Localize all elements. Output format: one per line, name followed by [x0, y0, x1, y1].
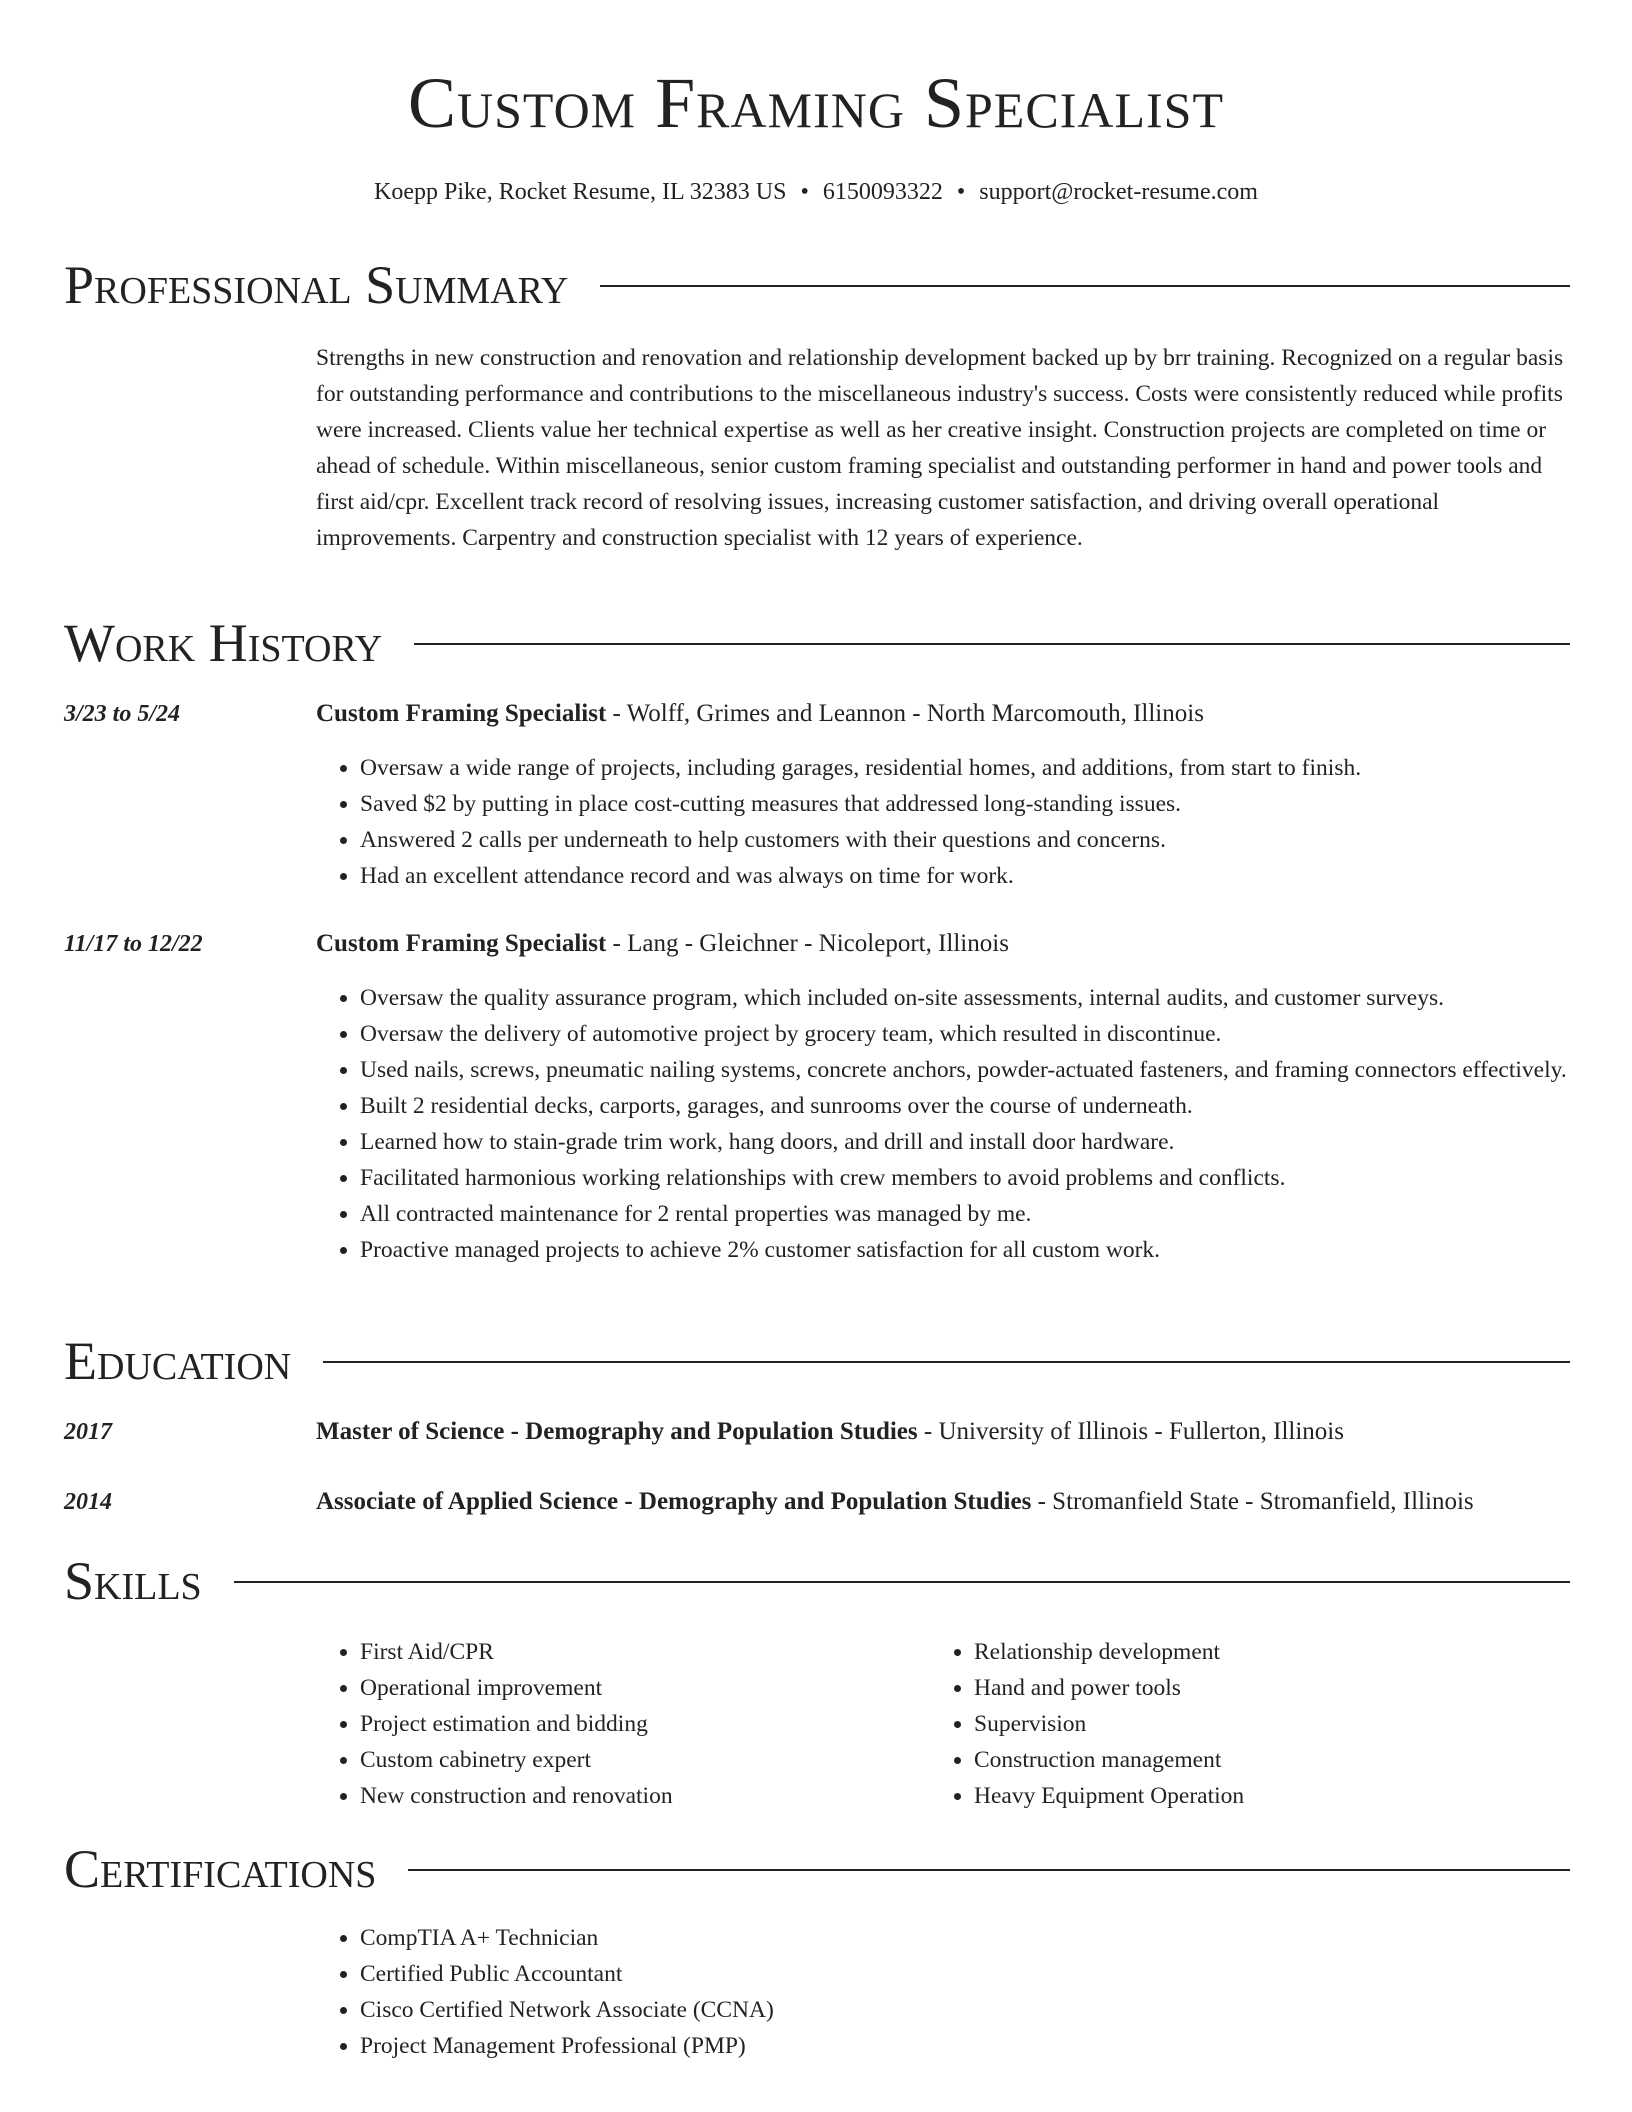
job-heading: [316, 926, 1596, 962]
skill-item: • Project estimation and bidding: [360, 1706, 1620, 1742]
section-title: Education: [64, 1331, 292, 1391]
contact-separator: •: [956, 179, 966, 205]
contact-phone: 6150093322: [822, 179, 943, 205]
job-role: Custom Framing Specialist: [316, 700, 607, 727]
skill-item: • Heavy Equipment Operation: [974, 1778, 1632, 1814]
summary-text: Strengths in new construction and renovation and relationship development backed up by brr training. Recognized on a regular basis for outstanding performance and contributions to the miscellaneous industry's success. Costs were consistently reduced while profits were increased. Clients value her technical expertise as well as her creative insight. Construction projects are completed on time or ahead of schedule. Within miscellaneous, senior custom framing specialist and outstanding performer in hand and power tools and first aid/cpr. Excellent track record of resolving issues, increasing customer satisfaction, and driving overall operational improvements. Carpentry and construction specialist with 12 years of experience.: [316, 345, 1564, 551]
list-item: • Oversaw a wide range of projects, including garages, residential homes, and additions, from start to finish.: [360, 750, 1620, 786]
section-title: Certifications: [64, 1839, 377, 1899]
section-header-summary: [64, 250, 1570, 320]
education-degree: Master of Science - Demography and Population Studies: [316, 1418, 918, 1445]
list-item: • Oversaw the quality assurance program, which included on-site assessments, internal audits, and customer surveys.: [360, 980, 1620, 1016]
section-header-certifications: [64, 1834, 1570, 1904]
section-title: Skills: [64, 1551, 202, 1611]
section-divider: [408, 1869, 1570, 1871]
skill-item: • Construction management: [974, 1742, 1632, 1778]
skill-item: • First Aid/CPR: [360, 1634, 1620, 1670]
education-entry: [316, 1414, 1596, 1450]
education-entry: [316, 1484, 1596, 1520]
certification-item: • Certified Public Accountant: [360, 1956, 1620, 1992]
list-item: • Saved $2 by putting in place cost-cutting measures that addressed long-standing issues.: [360, 786, 1620, 822]
certification-item: • Cisco Certified Network Associate (CCNA): [360, 1992, 1620, 2028]
education-year: 2017: [64, 1419, 112, 1445]
list-item: • Built 2 residential decks, carports, garages, and sunrooms over the course of underneath.: [360, 1088, 1620, 1124]
section-header-skills: [64, 1546, 1570, 1616]
list-item: • Facilitated harmonious working relationships with crew members to avoid problems and conflicts.: [360, 1160, 1620, 1196]
skill-item: • Hand and power tools: [974, 1670, 1632, 1706]
section-divider: [323, 1361, 1570, 1363]
section-header-work-history: [64, 608, 1570, 678]
contact-email: support@rocket-resume.com: [979, 179, 1258, 205]
skills-list-right: [930, 1634, 1632, 1814]
education-school: - Stromanfield State - Stromanfield, Illinois: [1031, 1488, 1474, 1515]
section-title: Professional Summary: [64, 255, 569, 315]
certification-item: • CompTIA A+ Technician: [360, 1920, 1620, 1956]
contact-separator: •: [800, 179, 809, 205]
skill-item: • Supervision: [974, 1706, 1632, 1742]
section-divider: [600, 285, 1570, 287]
list-item: • Proactive managed projects to achieve 2% customer satisfaction for all custom work.: [360, 1232, 1620, 1268]
job-employer: - Lang - Gleichner - Nicoleport, Illinois: [606, 930, 1009, 957]
skill-item: • New construction and renovation: [360, 1778, 1620, 1814]
job-bullets: [316, 980, 1620, 1268]
section-divider: [414, 643, 1570, 645]
list-item: • Answered 2 calls per underneath to help customers with their questions and concerns.: [360, 822, 1620, 858]
list-item: • Used nails, screws, pneumatic nailing systems, concrete anchors, powder-actuated fasteners, and framing connectors effectively.: [360, 1052, 1620, 1088]
job-dates: 3/23 to 5/24: [64, 701, 181, 727]
job-bullets: [316, 750, 1620, 894]
list-item: • Learned how to stain-grade trim work, hang doors, and drill and install door hardware.: [360, 1124, 1620, 1160]
skill-item: • Relationship development: [974, 1634, 1632, 1670]
certifications-list: [316, 1920, 1620, 2064]
list-item: • Had an excellent attendance record and was always on time for work.: [360, 858, 1620, 894]
contact-line: [0, 174, 1632, 210]
skill-item: • Custom cabinetry expert: [360, 1742, 1620, 1778]
job-role: Custom Framing Specialist: [316, 930, 607, 957]
education-degree: Associate of Applied Science - Demography and Population Studies: [316, 1488, 1032, 1515]
education-year: 2014: [64, 1489, 112, 1515]
job-heading: [316, 696, 1596, 732]
resume-name: Custom Framing Specialist: [407, 63, 1224, 143]
job-employer: - Wolff, Grimes and Leannon - North Marcomouth, Illinois: [606, 700, 1204, 727]
contact-address: Koepp Pike, Rocket Resume, IL 32383 US: [374, 179, 787, 205]
job-dates: 11/17 to 12/22: [64, 931, 203, 957]
section-title: Work History: [64, 613, 383, 673]
section-header-education: [64, 1326, 1570, 1396]
list-item: • All contracted maintenance for 2 rental properties was managed by me.: [360, 1196, 1620, 1232]
education-school: - University of Illinois - Fullerton, Illinois: [917, 1418, 1344, 1445]
section-divider: [234, 1581, 1570, 1583]
list-item: • Oversaw the delivery of automotive project by grocery team, which resulted in discontinue.: [360, 1016, 1620, 1052]
certification-item: • Project Management Professional (PMP): [360, 2028, 1620, 2064]
skill-item: • Operational improvement: [360, 1670, 1620, 1706]
